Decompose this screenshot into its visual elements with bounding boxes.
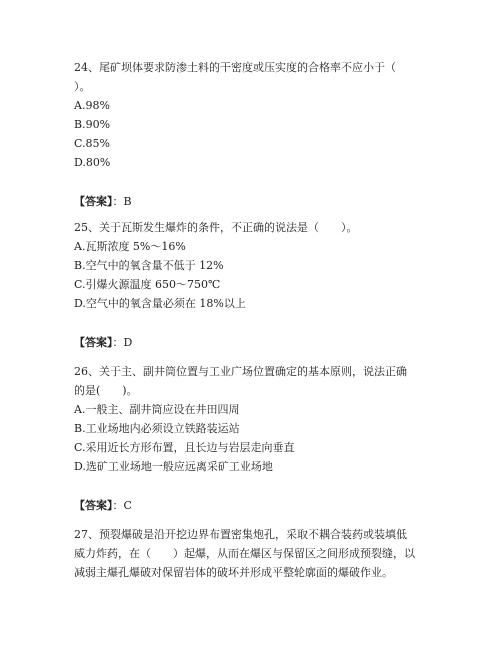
- question-26: [74, 362, 434, 515]
- option-d: D.选矿工业场地一般应远离采矿工业场地: [74, 460, 273, 473]
- answer-line: [74, 192, 434, 211]
- answer-label: 【答案】: [74, 336, 113, 349]
- option-c: C.引爆火源温度 650～750℃: [74, 278, 221, 291]
- option-a: A.瓦斯浓度 5%～16%: [74, 240, 186, 253]
- question-stem-line: 26、关于主、副井筒位置与工业广场位置确定的基本原则，说法正确: [74, 365, 407, 378]
- question-stem-line: 减弱主爆孔爆破对保留岩体的破坏并形成平整轮廓面的爆破作业。: [74, 566, 393, 579]
- option-a: A.一般主、副井筒应设在井田四周: [74, 403, 240, 416]
- answer-label: 【答案】: [74, 195, 113, 208]
- question-stem-line: 的是( )。: [74, 384, 138, 397]
- option-b: B.工业场地内必须设立铁路装运站: [74, 422, 240, 435]
- answer-value: ：B: [112, 195, 132, 208]
- question-stem-line: 27、预裂爆破是沿开挖边界布置密集炮孔，采取不耦合装药或装填低: [74, 528, 407, 541]
- option-a: A.98%: [74, 99, 110, 112]
- option-d: D.空气中的氧含量必须在 18%以上: [74, 297, 246, 310]
- question-stem-line: ）。: [74, 80, 91, 93]
- question-stem-line: 25、关于瓦斯发生爆炸的条件，不正确的说法是（ ）。: [74, 221, 358, 234]
- question-stem-line: 24、尾矿坝体要求防渗土料的干密度或压实度的合格率不应小于（: [74, 61, 396, 74]
- question-24: [74, 58, 434, 211]
- option-b: B.90%: [74, 118, 111, 131]
- question-stem-line: 威力炸药，在（ ）起爆，从而在爆区与保留区之间形成预裂缝，以: [74, 547, 415, 560]
- answer-label: 【答案】: [74, 499, 113, 512]
- option-c: C.采用近长方形布置，且长边与岩层走向垂直: [74, 441, 295, 454]
- question-25: [74, 218, 434, 352]
- option-d: D.80%: [74, 156, 111, 169]
- answer-line: [74, 496, 434, 515]
- answer-line: [74, 333, 434, 352]
- option-b: B.空气中的氧含量不低于 12%: [74, 259, 224, 272]
- question-27: [74, 525, 434, 582]
- answer-value: ：C: [112, 499, 132, 512]
- answer-value: ：D: [112, 336, 133, 349]
- option-c: C.85%: [74, 137, 110, 150]
